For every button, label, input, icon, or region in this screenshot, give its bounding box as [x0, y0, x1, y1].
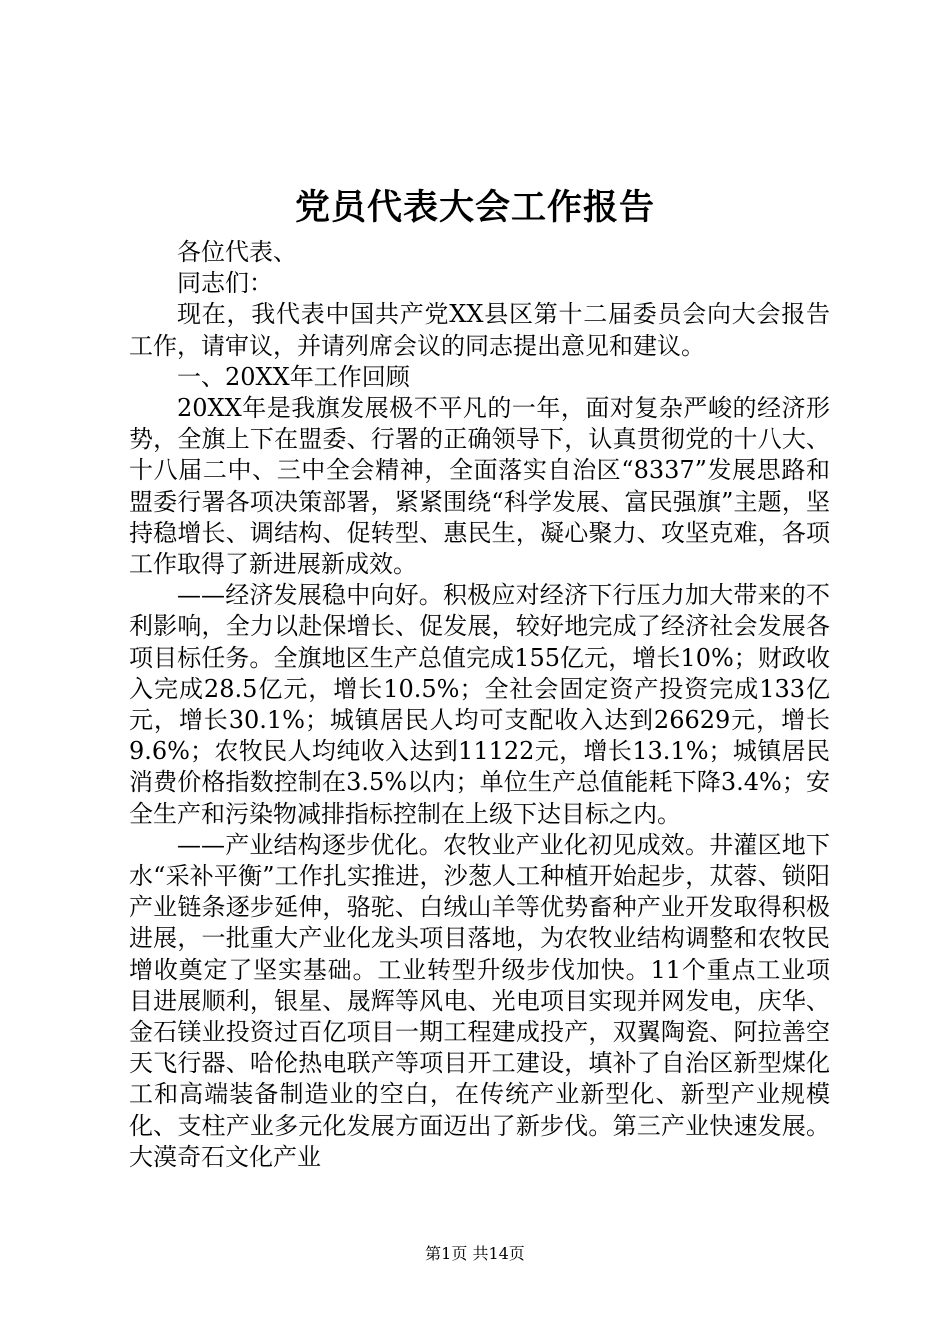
- economy-paragraph: ——经济发展稳中向好。积极应对经济下行压力加大带来的不利影响，全力以赴保增长、促发展，较好地完成了经济社会发展各项目标任务。全旗地区生产总值完成155亿元，增长10%；财政收入完成28.5亿元，增长10.5%；全社会固定资产投资完成133亿元，增长30.1%；城镇居民人均可支配收入达到26629元，增长9.6%；农牧民人均纯收入达到11122元，增长13.1%；城镇居民消费价格指数控制在3.5%以内；单位生产总值能耗下降3.4%；安全生产和污染物减排指标控制在上级下达目标之内。: [129, 581, 830, 828]
- review-paragraph: 20XX年是我旗发展极不平凡的一年，面对复杂严峻的经济形势，全旗上下在盟委、行署的正确领导下，认真贯彻党的十八大、十八届二中、三中全会精神，全面落实自治区“8337”发展思路和盟委行署各项决策部署，紧紧围绕“科学发展、富民强旗”主题，坚持稳增长、调结构、促转型、惠民生，凝心聚力、攻坚克难，各项工作取得了新进展新成效。: [129, 394, 830, 579]
- document-body: [129, 237, 830, 1173]
- intro-paragraph: 现在，我代表中国共产党XX县区第十二届委员会向大会报告工作，请审议，并请列席会议的同志提出意见和建议。: [129, 300, 830, 360]
- section-heading: 一、20XX年工作回顾: [177, 362, 410, 391]
- page-number: 第1页 共14页: [425, 1244, 525, 1263]
- salutation-line-2: 同志们：: [177, 269, 273, 298]
- document-title: 党员代表大会工作报告: [294, 188, 655, 228]
- industry-paragraph: ——产业结构逐步优化。农牧业产业化初见成效。井灌区地下水“采补平衡”工作扎实推进，沙葱人工种植开始起步，苁蓉、锁阳产业链条逐步延伸，骆驼、白绒山羊等优势畜种产业开发取得积极进展，一批重大产业化龙头项目落地，为农牧业结构调整和农牧民增收奠定了坚实基础。工业转型升级步伐加快。11个重点工业项目进展顺利，银星、晟辉等风电、光电项目实现并网发电，庆华、金石镁业投资过百亿项目一期工程建成投产，双翼陶瓷、阿拉善空天飞行器、哈伦热电联产等项目开工建设，填补了自治区新型煤化工和高端装备制造业的空白，在传统产业新型化、新型产业规模化、支柱产业多元化发展方面迈出了新步伐。第三产业快速发展。大漠奇石文化产业: [129, 830, 830, 1171]
- salutation-line-1: 各位代表、: [177, 238, 297, 266]
